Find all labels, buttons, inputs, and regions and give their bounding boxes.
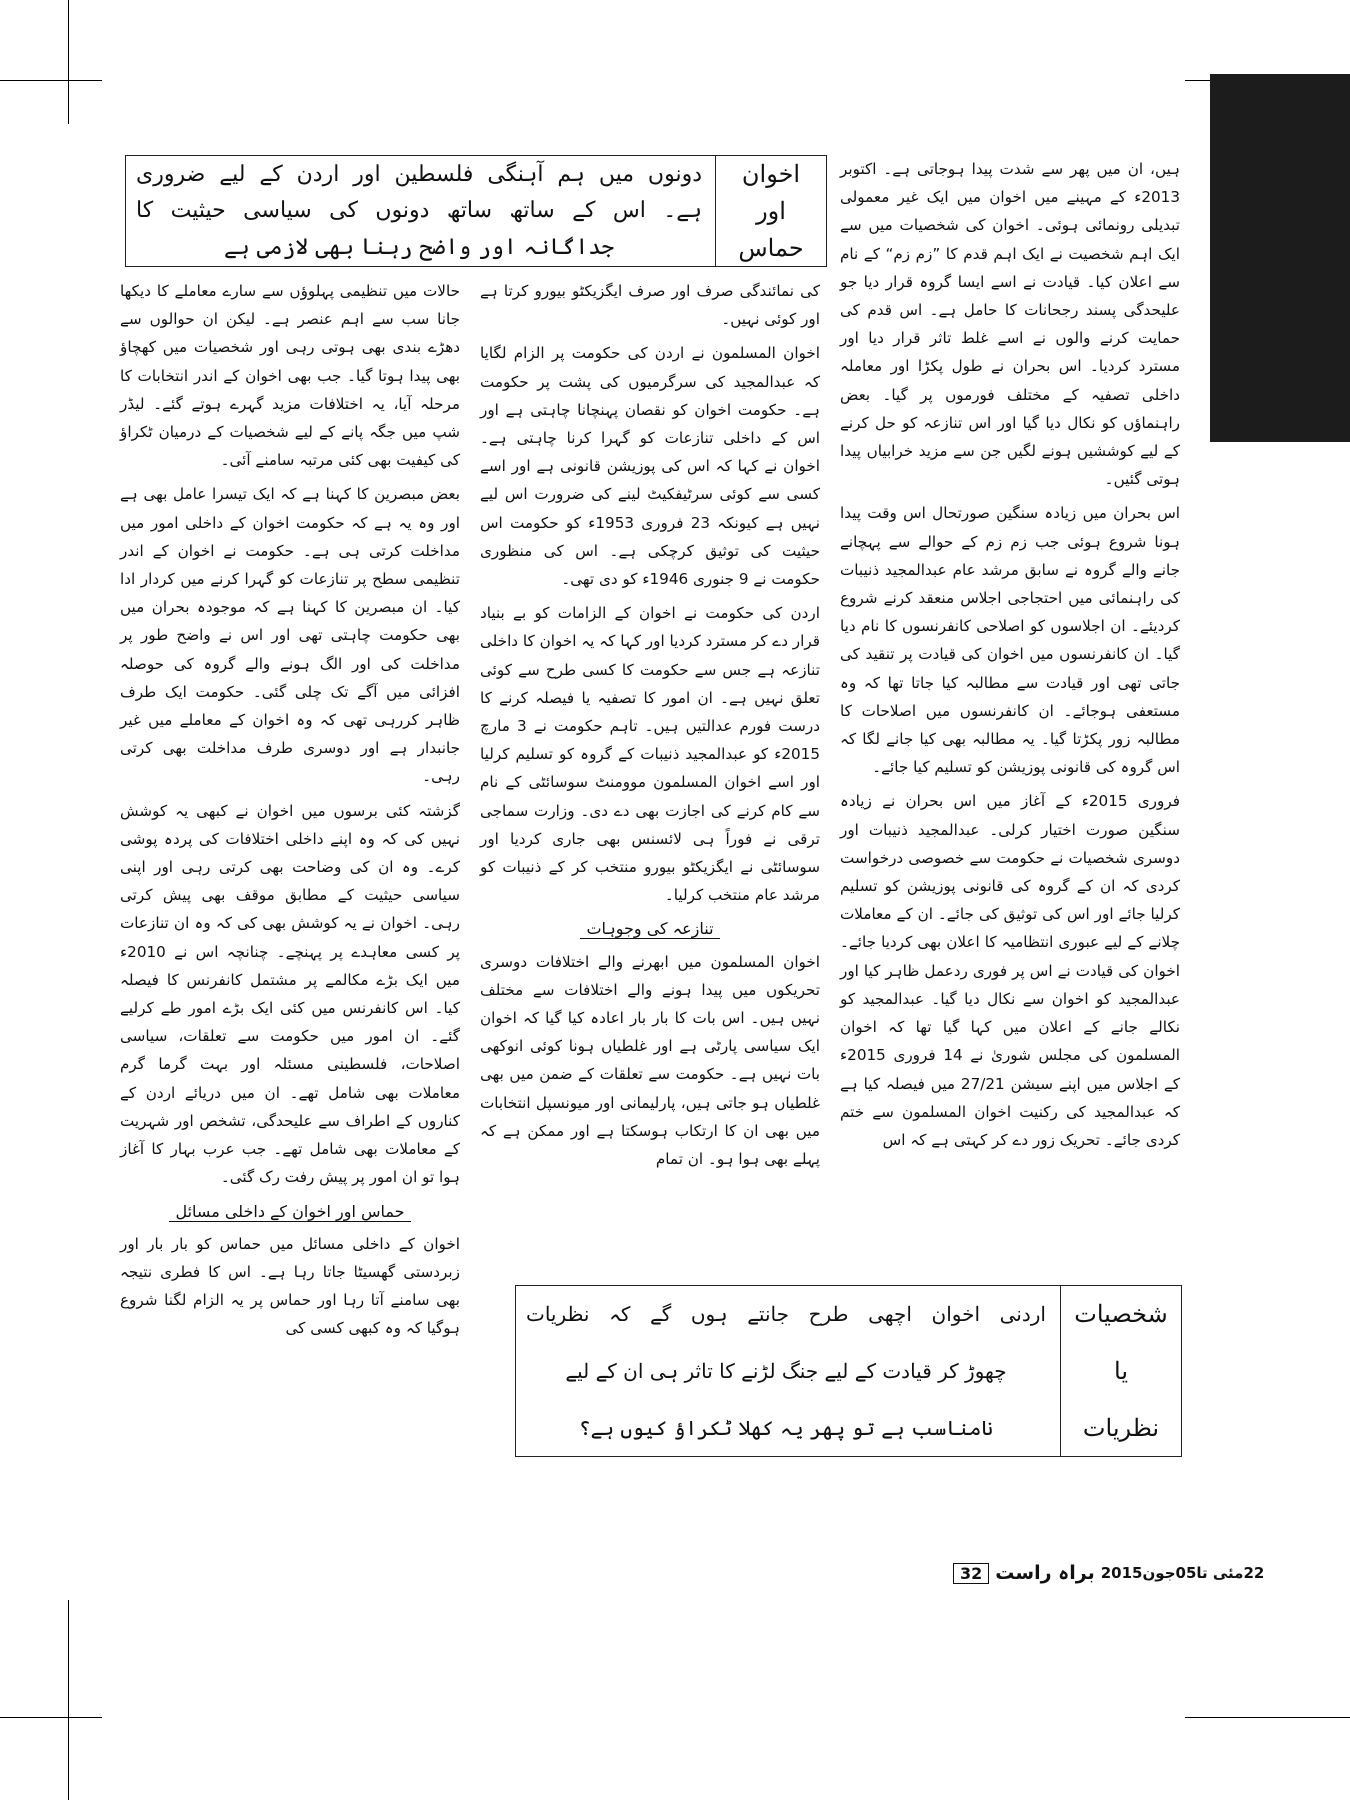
subheading (480, 915, 820, 943)
pullquote-bottom-label-line: شخصیات (1074, 1300, 1168, 1329)
pullquote-top (125, 155, 827, 267)
pullquote-top-text (126, 156, 712, 266)
paragraph: بعض مبصرین کا کہنا ہے کہ ایک تیسرا عامل بھی ہے اور وہ یہ ہے کہ حکومت اخوان کے داخلی امور میں مداخلت کرتی ہی ہے۔ حکومت نے اخوان کے اندر تنظیمی سطح پر تنازعات کو گہرا کرنے میں کردار ادا کیا۔ ان مبصرین کا کہنا ہے کہ موجودہ بحران میں بھی حکومت چاہتی تھی اور اس نے واضح طور پر مداخلت کی اور الگ ہونے والے گروہ کی حوصلہ افزائی میں آگے تک چلی گئی۔ حکومت ایک طرف ظاہر کررہی تھی کہ وہ اخوان کے معاملے میں غیر جانبدار ہے اور دوسری طرف مداخلت بھی کرتی رہی۔ (120, 485, 460, 786)
column-middle (480, 277, 820, 1179)
paragraph: کی نمائندگی صرف اور صرف ایگزیکٹو بیورو کرتا ہے اور کوئی نہیں۔ (480, 282, 820, 329)
column-right (840, 155, 1180, 1160)
magazine-name: براہ راست (995, 1562, 1095, 1584)
subheading (120, 1198, 460, 1226)
crop-mark-top-left-v (68, 38, 69, 124)
pullquote-bottom-line: نامناسب ہے تو پھر یہ کھلا ٹکراؤ کیوں ہے؟ (578, 1415, 994, 1440)
pullquote-top-line: ہے۔ اس کے ساتھ ساتھ دونوں کی سیاسی حیثیت کا (136, 198, 702, 224)
paragraph: ہیں، ان میں پھر سے شدت پیدا ہوجاتی ہے۔ اکتوبر 2013ء کے مہینے میں اخوان میں ایک غیر معمولی تبدیلی رونمائی ہوئی۔ اخوان کی شخصیات میں سے ایک اہم شخصیت نے ایک اہم قدم کا ”زم زم“ کے نام سے اعلان کیا۔ قیادت نے اسے ایسا گروہ قرار دیا جو علیحدگی پسند رجحانات کا حامل ہے۔ اس قدم کی حمایت کرنے والوں نے اسے غلط تاثر قرار دیا اور مسترد کردیا۔ اس بحران نے طول پکڑا اور معاملہ داخلی تصفیہ کے مختلف فورموں پر گیا۔ بعض راہنماؤں کو نکال دیا گیا اور اس تنازعہ کو حل کرنے کے لیے کوششیں ہونے لگیں جن سے مزید خرابیاں پیدا ہوتی گئیں۔ (840, 160, 1180, 489)
pullquote-top-line: دونوں میں ہم آہنگی فلسطین اور اردن کے لیے ضروری (136, 161, 702, 187)
pullquote-bottom-label-line: یا (1114, 1356, 1128, 1385)
crop-mark-top-left-h (0, 80, 102, 81)
pullquote-bottom-label-line: نظریات (1082, 1413, 1160, 1442)
pullquote-top-line: جداگانہ اور واضح رہنا بھی لازمی ہے (223, 235, 614, 261)
crop-mark-bottom-left-h (0, 1717, 102, 1718)
paragraph: فروری 2015ء کے آغاز میں اس بحران نے زیادہ سنگین صورت اختیار کرلی۔ عبدالمجید ذنیبات اور دوسری شخصیات نے حکومت سے خصوصی درخواست کردی کہ ان کے گروہ کی قانونی پوزیشن کو تسلیم کرلیا جائے اور اس کی توثیق کی جائے۔ ان کے معاملات چلانے کے لیے عبوری انتظامیہ کا اعلان بھی کردیا جائے۔ اخوان کی قیادت نے اس پر فوری ردعمل ظاہر کیا اور عبدالمجید کو اخوان سے نکال دیا گیا۔ عبدالمجید کو نکالے جانے کے اعلان میں کہا گیا تھا کہ اخوان المسلمون کی مجلس شوریٰ نے 14 فروری 2015ء کے اجلاس میں اپنے سیشن 27/21 میں فیصلہ کیا ہے کہ عبدالمجید کی رکنیت اخوان المسلمون سے ختم کردی جائے۔ تحریک زور دے کر کہتی ہے کہ اس (840, 792, 1180, 1149)
pullquote-top-label-line: اور (756, 196, 786, 225)
pullquote-top-label-line: اخوان (741, 160, 801, 189)
pullquote-bottom-label (1061, 1286, 1181, 1456)
article-page (120, 155, 1180, 1550)
page-footer (953, 1562, 1264, 1584)
column-left (120, 277, 460, 1349)
page-edge-tab (1210, 74, 1350, 442)
crop-mark-top-left-v2 (68, 0, 69, 38)
pullquote-bottom-line: چھوڑ کر قیادت کے لیے جنگ لڑنے کا تاثر ہی ان کے لیے (565, 1358, 1007, 1383)
paragraph: اخوان المسلمون میں ابھرنے والے اختلافات دوسری تحریکوں میں پیدا ہونے والے اختلافات سے مختلف نہیں ہیں۔ اس بات کا بار بار اعادہ کیا گیا کہ اخوان ایک سیاسی پارٹی ہے اور غلطیاں ہونا کوئی انوکھی بات نہیں ہے۔ حکومت سے تعلقات کے ضمن میں بھی غلطیاں ہو جاتی ہیں، پارلیمانی اور میونسپل انتخابات میں بھی ان کا ارتکاب ہوسکتا ہے اور ممکن ہے کہ پہلے بھی ہوا ہو۔ ان تمام (480, 952, 820, 1169)
pullquote-bottom-text (516, 1286, 1056, 1456)
paragraph: اخوان المسلمون نے اردن کی حکومت پر الزام لگایا کہ عبدالمجید کی سرگرمیوں کی پشت پر حکومت ہے۔ حکومت اخوان کو نقصان پہنچانا چاہتی ہے اور اس کے داخلی تنازعات کو گہرا کرنا چاہتی ہے۔ اخوان نے کہا کہ اس کی پوزیشن قانونی ہے اور اسے کسی سے کوئی سرٹیفکیٹ لینے کی ضرورت اس لیے نہیں ہے کیونکہ 23 فروری 1953ء کو حکومت اس حیثیت کی توثیق کرچکی ہے۔ اس کی منظوری حکومت نے 9 جنوری 1946ء کو دی تھی۔ (480, 344, 820, 589)
pullquote-top-label-line: حماس (738, 233, 804, 262)
pullquote-top-label (716, 156, 826, 266)
paragraph: گزشتہ کئی برسوں میں اخوان نے کبھی یہ کوشش نہیں کی کہ وہ اپنے داخلی اختلافات کی پردہ پوشی کرے۔ وہ ان کی وضاحت بھی کرتی رہی اور اپنی سیاسی حیثیت کے مطابق موقف بھی پیش کرتی رہی۔ اخوان نے یہ کوشش بھی کی کہ وہ ان تنازعات پر کسی معاہدے پر پہنچے۔ چنانچہ اس نے 2010ء میں ایک بڑے مکالمے پر مشتمل کانفرنس کا فیصلہ کیا۔ اس کانفرنس میں کئی ایک بڑے امور طے کرلیے گئے۔ ان امور میں حکومت سے تعلقات، سیاسی اصلاحات، فلسطینی مسئلہ اور بہت گرما گرم معاملات بھی شامل تھے۔ ان میں دریائے اردن کے کناروں کے اطراف سے علیحدگی، تشخص اور شہریت کے معاملات بھی شامل تھے۔ جب عرب بہار کا آغاز ہوا تو ان امور پر پیش رفت رک گئی۔ (120, 801, 460, 1187)
paragraph: اردن کی حکومت نے اخوان کے الزامات کو بے بنیاد قرار دے کر مسترد کردیا اور کہا کہ یہ اخوان کا داخلی تنازعہ ہے جس سے حکومت کا کسی طرح سے کوئی تعلق نہیں ہے۔ ان امور کا تصفیہ یا فیصلہ کرنے کا درست فورم عدالتیں ہیں۔ تاہم حکومت نے 3 مارچ 2015ء کو عبدالمجید ذنیبات کے گروہ کو تسلیم کرلیا اور اسے اخوان المسلمون موومنٹ سوسائٹی کے نام سے کام کرنے کی اجازت بھی دے دی۔ وزارت سماجی ترقی نے فوراً ہی لائسنس بھی جاری کردیا اور سوسائٹی نے ایگزیکٹو بیورو منتخب کر کے ذنیبات کو مرشد عام منتخب کرلیا۔ (480, 604, 820, 905)
crop-mark-bottom-left-v (68, 1600, 69, 1800)
pullquote-bottom (515, 1285, 1182, 1457)
paragraph: اس بحران میں زیادہ سنگین صورتحال اس وقت پیدا ہونا شروع ہوئی جب زم زم کے حوالے سے پہچانے جانے والے گروہ نے سابق مرشد عام عبدالمجید ذنیبات کی راہنمائی میں احتجاجی اجلاس منعقد کرنے شروع کردیئے۔ ان اجلاسوں کو اصلاحی کانفرنسوں کا نام دیا گیا۔ ان کانفرنسوں میں اخوان کی قیادت پر تنقید کی جاتی تھی اور قیادت سے مطالبہ کیا جاتا تھا کہ وہ مستعفی ہوجائے۔ ان کانفرنسوں میں اصلاحات کا مطالبہ زور پکڑتا گیا۔ یہ مطالبہ بھی کیا جانے لگا کہ اس گروہ کی قانونی پوزیشن کو تسلیم کیا جائے۔ (840, 504, 1180, 777)
crop-mark-bottom-right-h (1185, 1717, 1350, 1718)
pullquote-bottom-divider (1060, 1286, 1061, 1456)
pullquote-top-divider (715, 156, 716, 266)
page-number: 32 (953, 1563, 989, 1584)
pullquote-bottom-line: اردنی اخوان اچھی طرح جانتے ہوں گے کہ نظریات (526, 1302, 1046, 1327)
footer-date-range: 22مئی تا05جون2015 (1100, 1564, 1265, 1582)
paragraph: حالات میں تنظیمی پہلوؤں سے سارے معاملے کا دیکھا جانا سب سے اہم عنصر ہے۔ لیکن ان حوالوں سے دھڑے بندی بھی ہوتی رہی اور شخصیات میں کھچاؤ بھی پیدا ہوتا گیا۔ جب بھی اخوان کے اندر انتخابات کا مرحلہ آیا، یہ اختلافات مزید گہرے ہوتے گئے۔ لیڈر شپ میں جگہ پانے کے لیے شخصیات کے درمیان ٹکراؤ کی کیفیت بھی کئی مرتبہ سامنے آئی۔ (120, 282, 460, 470)
subheading-text: حماس اور اخوان کے داخلی مسائل (169, 1202, 410, 1222)
subheading-text: تنازعہ کی وجوہات (580, 919, 719, 939)
paragraph: اخوان کے داخلی مسائل میں حماس کو بار بار اور زبردستی گھسیٹا جاتا رہا ہے۔ اس کا فطری نتیجہ بھی سامنے آتا رہا اور حماس پر یہ الزام لگنا شروع ہوگیا کہ وہ کبھی کسی کی (120, 1234, 460, 1338)
